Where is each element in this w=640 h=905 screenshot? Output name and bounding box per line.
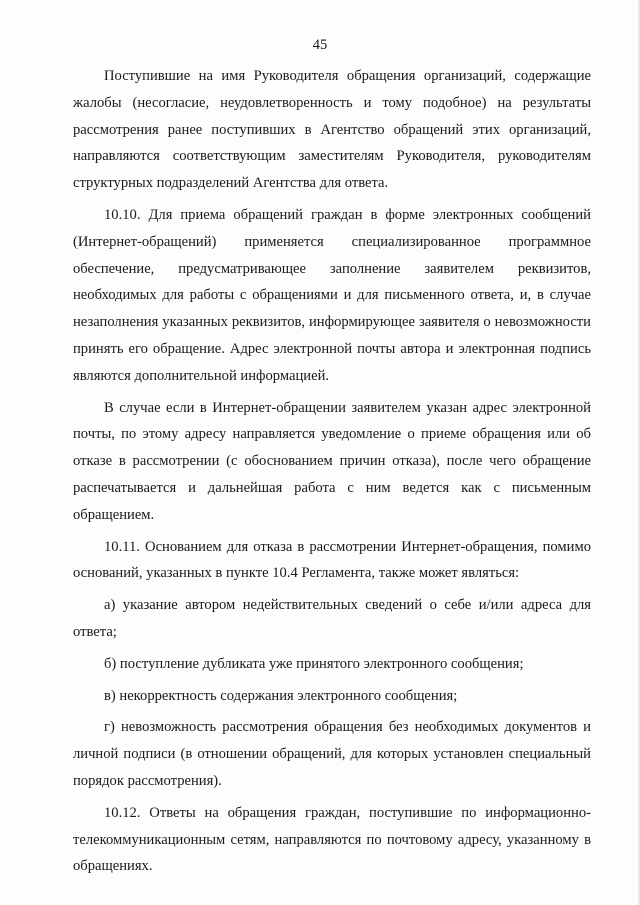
paragraph-10-12: 10.12. Ответы на обращения граждан, поступившие по информационно-телекоммуникационным сетям, направляются по почтовому адресу, указанному в обращениях. bbox=[73, 804, 591, 875]
list-item-b: б) поступление дубликата уже принятого электронного сообщения; bbox=[104, 655, 524, 672]
list-item-g: г) невозможность рассмотрения обращения без необходимых документов и личной подписи (в отношении обращений, для которых установлен специальный порядок рассмотрения). bbox=[73, 719, 591, 789]
paragraph-email-notification: В случае если в Интернет-обращении заявителем указан адрес электронной почты, по этому адресу направляется уведомление о приеме обращения или об отказе в рассмотрении (с обоснованием причин отказа), после чего обращение распечатывается и дальнейшая работа с ним ведется как с письменным обращением. bbox=[73, 399, 591, 523]
paragraph-10-11: 10.11. Основанием для отказа в рассмотрении Интернет-обращения, помимо оснований, указанных в пункте 10.4 Регламента, также может являться: bbox=[73, 538, 591, 582]
page-number: 45 bbox=[312, 37, 328, 53]
paragraph-complaints-routing: Поступившие на имя Руководителя обращения организаций, содержащие жалобы (несогласие, неудовлетворенность и тому подобное) на результаты рассмотрения ранее поступивших в Агентство обращений этих организаций, направляются соответствующим заместителям Руководителя, руководителям структурных подразделений Агентства для ответа. bbox=[73, 68, 591, 192]
list-item-v: в) некорректность содержания электронного сообщения; bbox=[104, 687, 458, 704]
document-body bbox=[73, 63, 591, 880]
list-item-a: а) указание автором недействительных сведений о себе и/или адреса для ответа; bbox=[73, 597, 591, 640]
paragraph-10-10: 10.10. Для приема обращений граждан в форме электронных сообщений (Интернет-обращений) применяется специализированное программное обеспечение, предусматривающее заполнение заявителем реквизитов, необходимых для работы с обращениями и для письменного ответа, и, в случае незаполнения указанных реквизитов, информирующее заявителя о невозможности принять его обращение. Адрес электронной почты автора и электронная подпись являются дополнительной информацией. bbox=[73, 206, 591, 384]
